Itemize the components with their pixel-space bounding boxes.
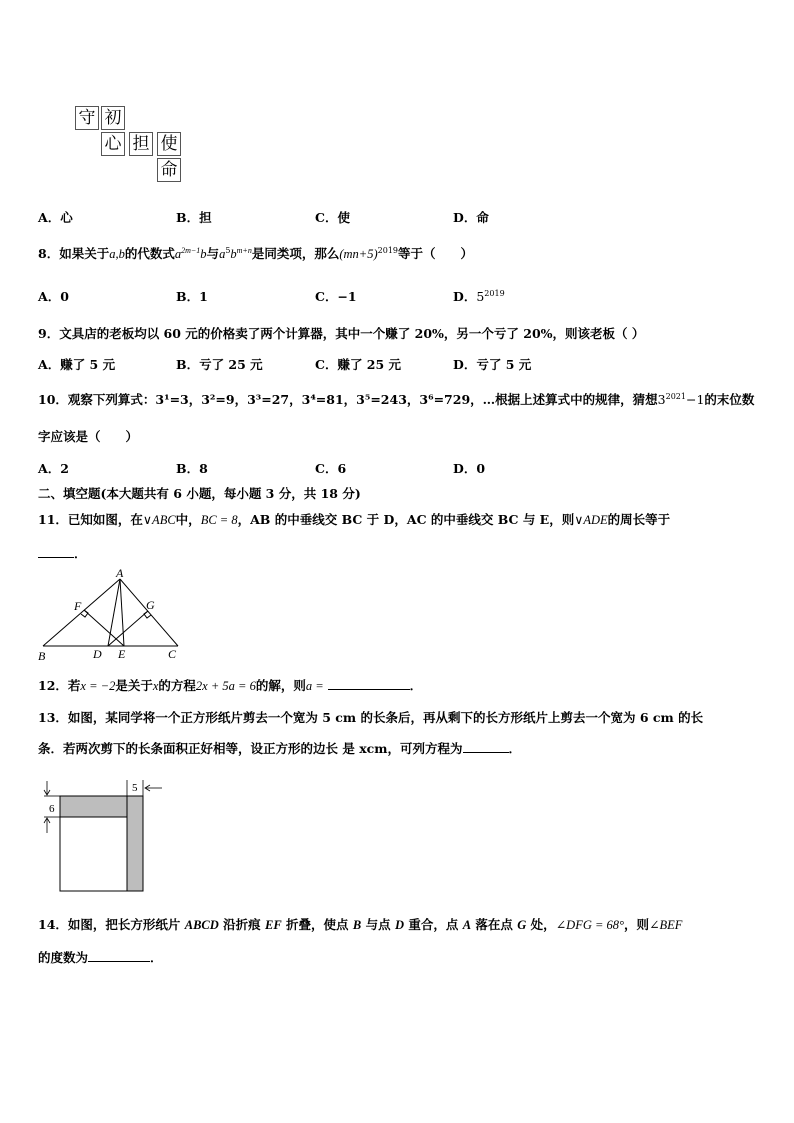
q14-angle-bef: ∠BEF	[649, 918, 683, 932]
q14-answer-blank[interactable]	[88, 949, 150, 962]
q8-option-c: C．−1	[315, 289, 357, 304]
perp-bisector-ac	[108, 611, 148, 646]
label-a: A	[116, 566, 124, 580]
q14-g: G	[517, 918, 527, 932]
q12-text-2: 是关于	[115, 678, 153, 693]
q11-text-1: 11．已知如图，在	[38, 512, 143, 527]
q14-text-3: 折叠，使点	[281, 917, 353, 932]
q14-ef: EF	[265, 918, 282, 932]
line-ad	[108, 579, 120, 646]
q8-expr-b2: b	[230, 247, 237, 261]
q8-option-d-exp: 2019	[484, 288, 505, 298]
label-f: F	[74, 599, 82, 613]
q8-option-d-base: 5	[476, 289, 485, 304]
q10-text-1: 10．观察下列算式：3¹=3，3²=9，3³=27，3⁴=81，3⁵=243，3⁶=729，…根据上述算式中的规律，猜想	[38, 392, 658, 407]
q12-text-4: 的解，则	[255, 678, 306, 693]
q12-equation: 2x + 5a = 6	[195, 679, 256, 693]
question-10-line2: 字应该是（ ）	[38, 429, 139, 444]
q11-end: ．	[74, 546, 87, 561]
q8-text-5: 等于（ ）	[398, 246, 474, 261]
q11-triangle-ade: ∨ADE	[574, 513, 608, 527]
q14-b: B	[352, 918, 362, 932]
cube-face-3: 心	[101, 132, 125, 156]
q14-text-6: 落在点	[471, 917, 518, 932]
q11-answer-blank[interactable]	[38, 545, 74, 558]
q8-number: 8．	[38, 246, 60, 261]
question-14-line2	[38, 948, 163, 966]
question-9: 9．文具店的老板均以 60 元的价格卖了两个计算器，其中一个赚了 20%，另一个亏了 20%，则该老板（ ）	[38, 326, 645, 341]
q11-text-4: 的周长等于	[607, 512, 671, 527]
q9-option-a: A．赚了 5 元	[38, 357, 116, 372]
q10-option-a: A．2	[38, 461, 69, 476]
q12-answer-blank[interactable]	[328, 677, 410, 690]
q13-text-2: 条．若两次剪下的长条面积正好相等，设正方形的边长 是 xcm，可列方程为	[38, 741, 463, 756]
q8-expr-b: b	[200, 247, 207, 261]
q14-text-1: 14．如图，把长方形纸片	[38, 917, 185, 932]
q13-end: ．	[508, 741, 522, 756]
q9-option-d: D．亏了 5 元	[453, 357, 532, 372]
q8-text-1: 如果关于	[59, 246, 110, 261]
question-14	[38, 915, 682, 933]
label-c: C	[168, 647, 177, 661]
cube-face-5: 使	[157, 132, 181, 156]
q10-option-b: B．8	[176, 461, 208, 476]
q14-d: D	[394, 918, 405, 932]
q8-option-b: B．1	[176, 289, 208, 304]
cube-face-2: 初	[101, 106, 125, 130]
label-b: B	[38, 649, 46, 663]
q14-line2-text: 的度数为	[38, 950, 89, 965]
q8-option-d	[453, 287, 505, 305]
label-d: D	[93, 647, 102, 661]
q8-expr-mn-exp: 2019	[377, 245, 399, 255]
q8-text-3: 与	[206, 246, 220, 261]
label-e: E	[118, 647, 126, 661]
q13-answer-blank[interactable]	[463, 740, 509, 753]
question-10	[38, 390, 754, 408]
q11-triangle-abc: ∨ABC	[142, 513, 176, 527]
q7-option-c: C．使	[315, 210, 350, 225]
q13-square-figure	[40, 775, 180, 895]
q10-expr-base: 3	[657, 392, 666, 407]
q8-expr-a-exp: 2m−1	[181, 245, 201, 255]
cube-face-6: 命	[157, 158, 181, 182]
q8-expr-b2-exp: m+n	[236, 245, 252, 255]
q11-triangle-figure	[30, 565, 190, 665]
line-ae	[120, 579, 124, 646]
q11-text-2: 中，	[175, 512, 201, 527]
q10-option-d: D．0	[453, 461, 486, 476]
q12-a-eq: a =	[305, 679, 324, 693]
question-13-line2	[38, 739, 521, 757]
q14-angle-dfg: ∠DFG = 68°	[555, 918, 625, 932]
q12-var-x: x	[152, 679, 159, 693]
q7-option-d: D．命	[453, 210, 489, 225]
q8-expr-a: a	[174, 247, 182, 261]
q14-a: A	[462, 918, 472, 932]
strip-5cm	[127, 796, 143, 891]
question-11	[38, 510, 670, 528]
q8-option-d-label: D．	[453, 289, 477, 304]
q14-text-2: 沿折痕	[218, 917, 266, 932]
q14-text-7: 处，	[526, 917, 556, 932]
question-12	[38, 676, 422, 694]
q14-abcd: ABCD	[184, 918, 219, 932]
strip-6cm	[60, 796, 127, 817]
q7-option-a: A．心	[38, 210, 73, 225]
q11-text-3: ，AB 的中垂线交 BC 于 D，AC 的中垂线交 BC 与 E，则	[237, 512, 575, 527]
q14-end: ．	[150, 950, 163, 965]
fig-label-6: 6	[49, 803, 55, 815]
question-13-line1: 13．如图，某同学将一个正方形纸片剪去一个宽为 5 cm 的长条后，再从剩下的长方形纸片上剪去一个宽为 6 cm 的长	[38, 710, 704, 725]
q11-answer-line	[38, 544, 87, 562]
cube-face-4: 担	[129, 132, 153, 156]
cube-face-1: 守	[75, 106, 99, 130]
q8-expr-mn: (mn+5)	[339, 247, 378, 261]
line-ab	[43, 579, 120, 646]
label-g: G	[146, 598, 155, 612]
perp-bisector-ab	[84, 610, 124, 646]
fig-label-5: 5	[132, 782, 138, 794]
q11-bc-eq: BC = 8	[200, 513, 238, 527]
question-8	[38, 244, 473, 262]
q10-text-2: 的末位数	[704, 392, 755, 407]
q12-expr-x: x = −2	[80, 679, 116, 693]
q8-text-2: 的代数式	[124, 246, 175, 261]
q14-text-4: 与点	[361, 917, 395, 932]
q9-option-b: B．亏了 25 元	[176, 357, 263, 372]
q8-vars: a,b	[109, 247, 125, 261]
q12-end: ．	[409, 678, 423, 693]
q12-text-1: 12．若	[38, 678, 81, 693]
q8-text-4: 是同类项，那么	[251, 246, 340, 261]
q12-text-3: 的方程	[158, 678, 196, 693]
q14-text-8: ，则	[624, 917, 650, 932]
q7-option-b: B．担	[176, 210, 212, 225]
q10-expr-exp: 2021	[665, 391, 686, 401]
q10-expr-minus: −1	[685, 392, 705, 407]
q8-expr-a2-exp: 5	[225, 245, 231, 255]
q14-text-5: 重合，点	[404, 917, 463, 932]
q9-option-c: C．赚了 25 元	[315, 357, 402, 372]
line-ac	[120, 579, 178, 646]
q8-option-a: A．0	[38, 289, 69, 304]
q10-option-c: C．6	[315, 461, 347, 476]
q8-expr-a2: a	[219, 247, 226, 261]
section-2-heading: 二、填空题(本大题共有 6 小题，每小题 3 分，共 18 分)	[38, 486, 361, 501]
